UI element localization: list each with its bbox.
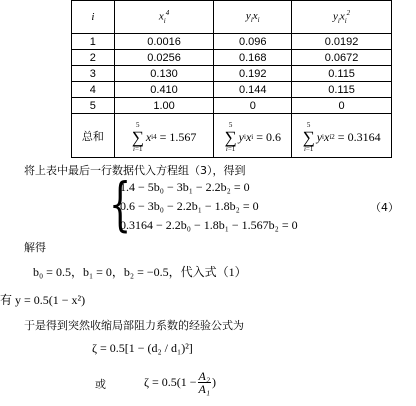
table-row [72,34,392,50]
header-yx: $y_ix_i$ [214,1,292,34]
cell-yx2: 0.0192 [292,34,392,50]
table-row [72,82,392,98]
cell-yx2: 0.115 [292,66,392,82]
formula-2-fraction [198,370,212,395]
cell-i: 3 [72,66,115,82]
data-table [71,0,392,158]
conclusion-text: 于是得到突然收缩局部阻力系数的经验公式为 [24,319,244,332]
equation-1: 1.4 − 5b₀ − 3b₁ − 2.2b₂ = 0 [120,180,250,194]
cell-x4: 0.0256 [114,50,214,66]
formula-2-denominator: A₁ [198,382,211,396]
cell-i: 1 [72,34,115,50]
cell-yx: 0.192 [214,66,292,82]
header-i: i [72,1,115,34]
cell-x4: 0.0016 [114,34,214,50]
cell-i: 5 [72,98,115,114]
cell-yx: 0 [214,98,292,114]
table-row [72,98,392,114]
sum-yx2-value: 0.3164 [347,129,381,144]
header-yx2: $y_ix_i^2$ [292,1,392,34]
result-text: 有 y = 0.5(1 − x²) [0,293,86,307]
intro-text: 将上表中最后一行数据代入方程组（3），得到 [24,164,246,177]
formula-2-suffix: ) [212,375,217,389]
table-row [72,66,392,82]
sum-yx2: 5 ∑ i=1 y i x i 2 = 0.3164 [292,114,392,158]
formula-2-prefix: ζ = 0.5(1 − [144,375,197,389]
sum-yx: 5 ∑ i=1 y i x i = 0.6 [214,114,292,158]
formula-1: ζ = 0.5[1 − (d₂ / d₁)²] [92,341,193,355]
cell-yx2: 0 [292,98,392,114]
formula-2-numerator: A₂ [198,369,211,383]
equation-number: （4） [370,201,399,214]
or-text: 或 [95,378,106,391]
solve-text: 解得 [24,241,46,254]
cell-x4: 0.410 [114,82,214,98]
table-header-row [72,1,392,34]
table-sum-row [72,114,392,158]
equation-brace: { [109,170,132,238]
sum-x4-value: 1.567 [169,129,197,144]
cell-i: 2 [72,50,115,66]
equation-2: 0.6 − 3b₀ − 2.2b₁ − 1.8b₂ = 0 [120,199,259,213]
cell-x4: 0.130 [114,66,214,82]
formula-2 [144,370,216,395]
sum-x4: 5 ∑ i=1 x i 4 = 1.567 [114,114,214,158]
sum-yx-value: 0.6 [266,129,281,144]
sum-label: 总和 [72,114,115,158]
cell-yx: 0.168 [214,50,292,66]
cell-yx: 0.096 [214,34,292,50]
cell-yx2: 0.115 [292,82,392,98]
cell-x4: 1.00 [114,98,214,114]
cell-i: 4 [72,82,115,98]
table-row [72,50,392,66]
cell-yx2: 0.0672 [292,50,392,66]
equation-3: 0.3164 − 2.2b₀ − 1.8b₁ − 1.567b₂ = 0 [120,218,298,232]
cell-yx: 0.144 [214,82,292,98]
solution-text: b₀ = 0.5，b₁ = 0，b₂ = −0.5，代入式（1） [33,265,247,279]
header-x4: $x_i^4$ [114,1,214,34]
